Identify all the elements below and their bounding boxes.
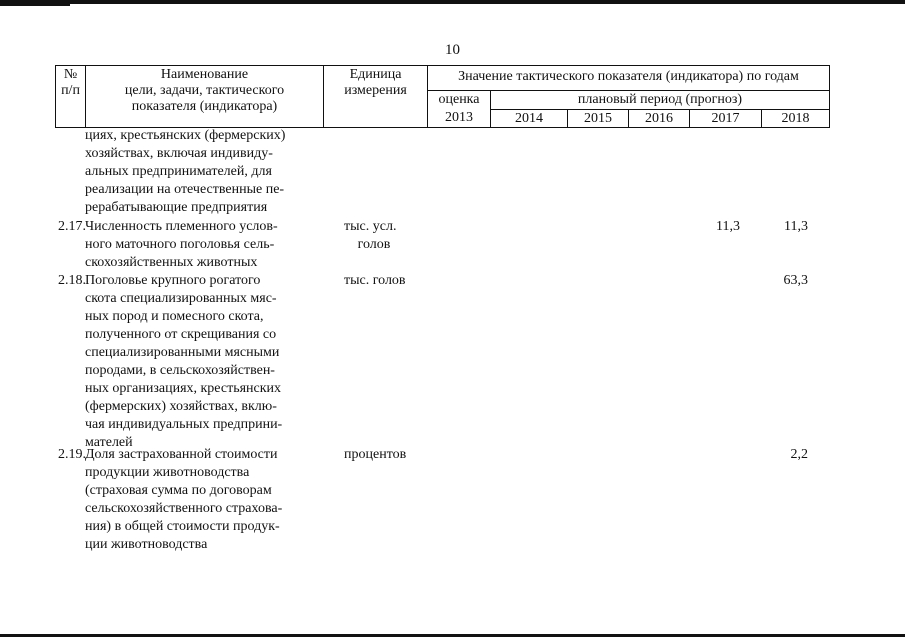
top-border bbox=[0, 0, 905, 4]
header-no-sub: п/п bbox=[61, 83, 80, 98]
row-value-2017: 11,3 bbox=[716, 219, 740, 234]
row-number: 2.19. bbox=[58, 447, 86, 462]
continuation-text: циях, крестьянских (фермерских) хозяйствах, включая индивиду- альных предпринимателей, для реализации на отечественные пе- рерабатывающие предприятия bbox=[85, 128, 286, 215]
header-year-2018: 2018 bbox=[781, 111, 810, 126]
row-name: Численность племенного услов- ного маточного поголовья сель- скохозяйственных животных bbox=[85, 219, 278, 270]
header-unit-line2: измерения bbox=[344, 83, 407, 98]
row-value-2018: 63,3 bbox=[783, 273, 808, 288]
page-number: 10 bbox=[445, 42, 460, 58]
header-name-line1: Наименование bbox=[160, 67, 249, 82]
row-unit: тыс. голов bbox=[344, 273, 406, 288]
sep-plan-title bbox=[490, 109, 830, 110]
sep-value-title bbox=[427, 90, 830, 91]
header-name-line2: цели, задачи, тактического bbox=[124, 83, 285, 98]
header-value-title: Значение тактического показателя (индикатора) по годам bbox=[458, 69, 799, 84]
header-top-line bbox=[55, 65, 830, 66]
row-value-2018: 11,3 bbox=[784, 219, 808, 234]
header-year-2016: 2016 bbox=[645, 111, 673, 126]
header-estimate-year: 2013 bbox=[445, 110, 473, 125]
header-year-2014: 2014 bbox=[515, 111, 543, 126]
header-no: № bbox=[63, 67, 78, 82]
header-plan-label: плановый период (прогноз) bbox=[577, 92, 743, 107]
row-number: 2.17. bbox=[58, 219, 86, 234]
header-year-2015: 2015 bbox=[584, 111, 612, 126]
header-unit-line1: Единица bbox=[349, 67, 402, 82]
bottom-border bbox=[0, 634, 905, 637]
row-number: 2.18. bbox=[58, 273, 86, 288]
header-year-2017: 2017 bbox=[711, 111, 740, 126]
row-name: Поголовье крупного рогатого скота специализированных мяс- ных пород и помесного скота, полученного от скрещивания со специализированными мясными породами, в сельскохозяйствен- ных организациях, крестьянских (фермерских) хозяйствах, вклю- чая индивидуальных предприни- мателей bbox=[85, 273, 283, 450]
header-name-line3: показателя (индикатора) bbox=[131, 99, 278, 114]
row-value-2018: 2,2 bbox=[790, 447, 808, 462]
top-border-accent bbox=[0, 4, 70, 6]
row-name: Доля застрахованной стоимости продукции животноводства (страховая сумма по договорам сельскохозяйственного страхова- ния) в общей стоимости продук- ции животноводства bbox=[85, 447, 283, 552]
header-estimate-label: оценка bbox=[438, 92, 480, 107]
header-right-line bbox=[829, 65, 830, 128]
row-unit: тыс. усл. голов bbox=[344, 219, 397, 252]
row-unit: процентов bbox=[344, 447, 407, 462]
table-header bbox=[55, 65, 830, 128]
